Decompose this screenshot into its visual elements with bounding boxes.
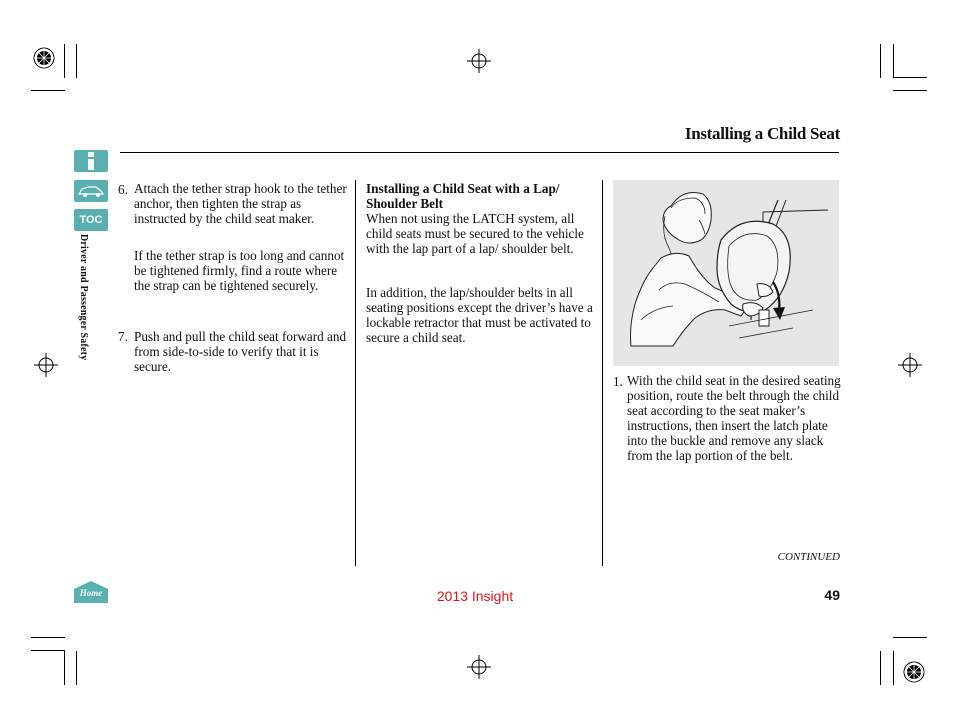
crop-mark	[893, 44, 894, 78]
column-divider	[602, 180, 603, 566]
toc-button[interactable]	[74, 209, 108, 231]
crop-mark	[64, 651, 65, 685]
crop-mark	[76, 44, 77, 78]
vehicle-index-button[interactable]	[74, 180, 108, 202]
child-seat-illustration	[613, 180, 839, 366]
crop-mark	[64, 44, 65, 78]
step-number: 1.	[613, 374, 623, 389]
paragraph: When not using the LATCH system, all child seats must be secured to the vehicle with the lap part of a lap/ shoulder belt.	[366, 211, 584, 256]
crosshair-icon	[34, 353, 58, 377]
crop-mark	[31, 637, 65, 638]
step-number: 6.	[118, 182, 128, 197]
section-label: Driver and Passenger Safety	[78, 234, 89, 361]
page-title: Installing a Child Seat	[684, 124, 840, 143]
step-text: With the child seat in the desired seating position, route the belt through the child seat according to the seat maker’s instructions, then insert the latch plate into the buckle and remove any slack from the lap portion of the belt.	[627, 373, 841, 463]
step-7	[118, 329, 350, 374]
column-divider	[355, 180, 356, 566]
crop-mark	[893, 637, 927, 638]
crosshair-icon	[467, 655, 491, 679]
paragraph: In addition, the lap/shoulder belts in all seating positions except the driver’s have a lockable retractor that must be activated to secure a child seat.	[366, 285, 593, 345]
continued-label: CONTINUED	[777, 551, 840, 563]
crop-mark	[893, 77, 927, 78]
section-heading: Installing a Child Seat with a Lap/ Shoulder Belt	[366, 181, 560, 211]
info-button[interactable]	[74, 150, 108, 172]
step-6-note: If the tether strap is too long and cannot be tightened firmly, find a route where the strap can be tightened securely.	[134, 248, 345, 293]
model-name[interactable]: 2013 Insight	[436, 588, 514, 604]
crop-mark	[880, 651, 881, 685]
crop-mark	[880, 44, 881, 78]
crop-mark	[893, 651, 894, 685]
step-number: 7.	[118, 329, 128, 344]
step-text: Push and pull the child seat forward and from side-to-side to verify that it is secure.	[134, 329, 347, 374]
info-icon	[86, 152, 96, 170]
registration-mark-icon	[32, 46, 56, 70]
step-text: Attach the tether strap hook to the tether anchor, then tighten the strap as instructed by the child seat maker.	[134, 181, 347, 226]
crosshair-icon	[467, 49, 491, 73]
crop-mark	[31, 650, 65, 651]
vehicle-icon	[77, 184, 105, 198]
home-button[interactable]	[73, 580, 109, 604]
crop-mark	[31, 90, 65, 91]
crop-mark	[76, 651, 77, 685]
header-rule	[120, 152, 839, 153]
crosshair-icon	[898, 353, 922, 377]
home-label: Home	[79, 588, 103, 598]
step-1	[613, 373, 841, 463]
crop-mark	[893, 90, 927, 91]
step-6	[118, 181, 350, 226]
page-number: 49	[824, 587, 840, 603]
child-seat-drawing	[613, 180, 839, 366]
toc-label: TOC	[79, 214, 103, 226]
registration-mark-icon	[902, 660, 926, 684]
